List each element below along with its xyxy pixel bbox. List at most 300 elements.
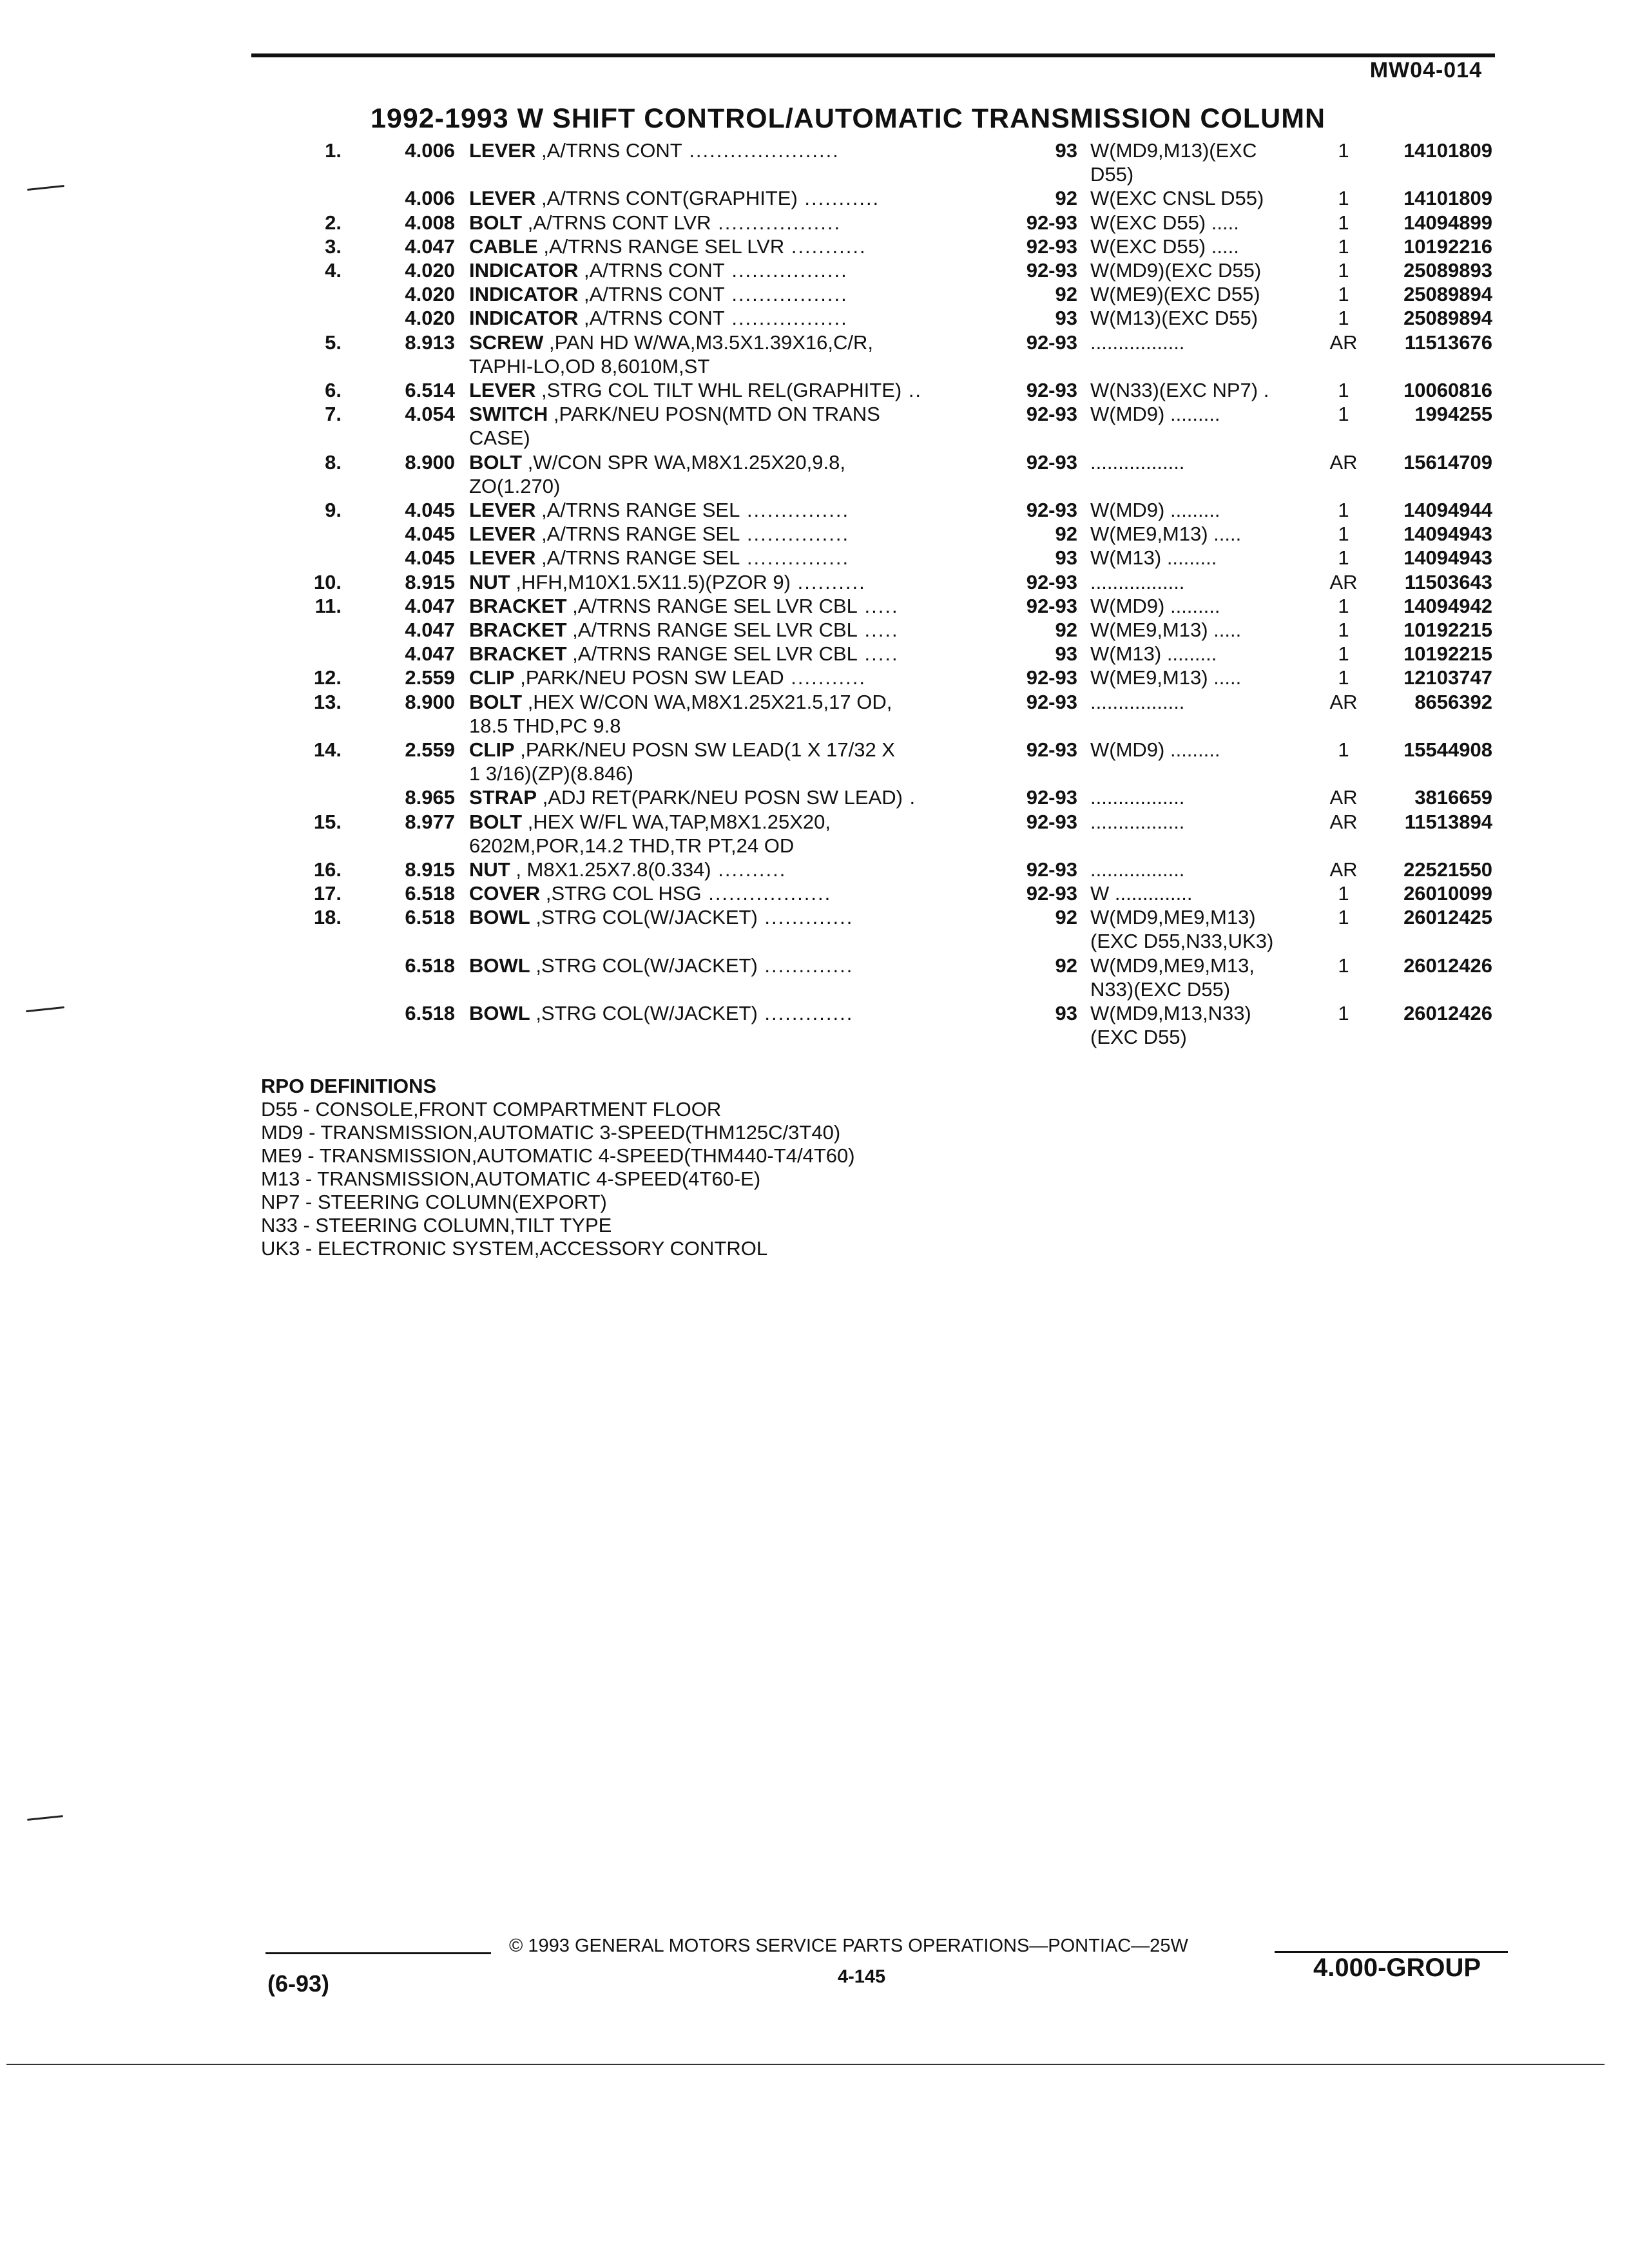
item-number: 9. <box>325 499 342 521</box>
quantity: 1 <box>1338 403 1349 426</box>
quantity: 1 <box>1338 642 1349 666</box>
quantity: 1 <box>1338 211 1349 234</box>
series-line: W(M13) ......... <box>1090 546 1217 570</box>
part-description <box>469 905 998 929</box>
model-year: 92-93 <box>1026 403 1077 426</box>
model-year: 92-93 <box>1026 235 1077 258</box>
part-description <box>469 331 998 378</box>
part-description <box>469 690 998 738</box>
part-name: INDICATOR <box>469 307 579 330</box>
part-detail: ,A/TRNS CONT <box>578 259 725 282</box>
rpo-item: UK3 - ELECTRONIC SYSTEM,ACCESSORY CONTROL <box>261 1237 768 1260</box>
leader-dots: ........... <box>797 187 880 210</box>
table-row <box>0 954 1629 1001</box>
part-detail: ,STRG COL TILT WHL REL(GRAPHITE) <box>535 379 902 401</box>
group-number: 4.045 <box>405 523 455 546</box>
item-number: 4. <box>325 259 342 282</box>
group-number: 8.900 <box>405 450 455 474</box>
part-detail: ,A/TRNS RANGE SEL LVR <box>537 235 785 258</box>
part-number: 10192215 <box>1403 619 1492 641</box>
bottom-edge-line <box>6 2064 1605 2065</box>
part-detail: ,HFH,M10X1.5X11.5)(PZOR 9) <box>510 570 791 593</box>
series-line: W(MD9) ......... <box>1090 594 1220 617</box>
series-line: W(N33)(EXC NP7) . <box>1090 379 1269 401</box>
leader-dots: ...................... <box>682 139 840 162</box>
part-detail: ,A/TRNS CONT <box>535 139 682 162</box>
group-number: 4.054 <box>405 403 455 426</box>
series-line: N33)(EXC D55) <box>1090 977 1231 1001</box>
part-detail-continued: TAPHI-LO,OD 8,6010M,ST <box>469 354 710 378</box>
part-name: LEVER <box>469 523 536 546</box>
part-detail: ,A/TRNS CONT LVR <box>522 211 711 234</box>
table-row <box>0 881 1629 905</box>
series-line: W(MD9,M13)(EXC <box>1090 139 1257 162</box>
quantity: 1 <box>1338 619 1349 641</box>
part-detail: ,STRG COL(W/JACKET) <box>530 906 758 929</box>
series-usage <box>1090 402 1335 426</box>
item-number: 15. <box>313 810 342 833</box>
quantity: 1 <box>1338 187 1349 210</box>
group-number: 6.518 <box>405 906 455 929</box>
quantity: 1 <box>1338 906 1349 929</box>
group-number: 6.518 <box>405 882 455 905</box>
group-number: 4.047 <box>405 642 455 666</box>
top-rule <box>251 53 1495 57</box>
part-number: 14094943 <box>1403 546 1492 570</box>
series-line: W(MD9) ......... <box>1090 403 1220 426</box>
part-name: LEVER <box>469 546 536 570</box>
series-usage <box>1090 378 1335 402</box>
series-usage <box>1090 450 1335 474</box>
quantity: AR <box>1329 690 1358 713</box>
part-detail-continued: 1 3/16)(ZP)(8.846) <box>469 762 633 785</box>
series-line: W(MD9,ME9,M13, <box>1090 954 1255 977</box>
part-name: BOWL <box>469 1002 530 1025</box>
series-usage <box>1090 186 1335 210</box>
rpo-item: M13 - TRANSMISSION,AUTOMATIC 4-SPEED(4T60-E) <box>261 1168 761 1190</box>
leader-dots: ........... <box>784 235 867 258</box>
part-description <box>469 858 998 881</box>
part-name: BOLT <box>469 211 523 234</box>
series-line: (EXC D55,N33,UK3) <box>1090 930 1274 953</box>
leader-dots: ..... <box>857 594 899 617</box>
series-usage <box>1090 954 1335 1001</box>
part-name: CLIP <box>469 738 515 761</box>
series-line: W(EXC D55) ..... <box>1090 235 1239 258</box>
series-line: W(MD9)(EXC D55) <box>1090 259 1262 282</box>
part-detail: ,A/TRNS RANGE SEL <box>535 499 740 521</box>
leader-dots: ............. <box>757 954 854 977</box>
model-year: 92-93 <box>1026 786 1077 809</box>
part-detail: ,A/TRNS RANGE SEL <box>535 546 740 570</box>
rpo-item: D55 - CONSOLE,FRONT COMPARTMENT FLOOR <box>261 1098 722 1120</box>
footer-rule-right <box>1275 1951 1508 1953</box>
part-description <box>469 211 998 235</box>
leader-dots: .................. <box>711 211 842 234</box>
quantity: 1 <box>1338 882 1349 905</box>
series-line: W(EXC D55) ..... <box>1090 211 1239 234</box>
part-name: BOWL <box>469 954 530 977</box>
series-usage <box>1090 642 1335 666</box>
model-year: 92 <box>1055 283 1077 306</box>
model-year: 92-93 <box>1026 690 1077 713</box>
rpo-definitions <box>261 1075 855 1260</box>
leader-dots: .. <box>901 379 923 401</box>
rpo-heading: RPO DEFINITIONS <box>261 1075 437 1097</box>
part-description <box>469 954 998 977</box>
quantity: AR <box>1329 450 1358 474</box>
part-number: 26012425 <box>1403 906 1492 929</box>
group-number: 8.900 <box>405 690 455 713</box>
item-number: 5. <box>325 331 342 354</box>
part-description <box>469 546 998 570</box>
part-number: 26012426 <box>1403 954 1492 977</box>
table-row <box>0 498 1629 522</box>
part-number: 25089894 <box>1403 307 1492 330</box>
page-title: 1992-1993 W SHIFT CONTROL/AUTOMATIC TRANSMISSION COLUMN <box>371 103 1326 134</box>
leader-dots: .................. <box>701 882 832 905</box>
model-year: 93 <box>1055 139 1077 162</box>
group-number: 4.008 <box>405 211 455 234</box>
part-description <box>469 306 998 330</box>
part-number: 12103747 <box>1403 666 1492 689</box>
part-description <box>469 498 998 522</box>
series-usage <box>1090 881 1335 905</box>
series-usage <box>1090 618 1335 642</box>
model-year: 92-93 <box>1026 499 1077 521</box>
item-number: 16. <box>313 858 342 881</box>
part-number: 26010099 <box>1403 882 1492 905</box>
series-usage <box>1090 738 1335 762</box>
part-description <box>469 139 998 162</box>
group-number: 4.045 <box>405 546 455 570</box>
model-year: 92 <box>1055 906 1077 929</box>
table-row <box>0 402 1629 450</box>
table-row <box>0 258 1629 282</box>
part-detail: ,HEX W/CON WA,M8X1.25X21.5,17 OD, <box>522 690 892 713</box>
rpo-item: N33 - STEERING COLUMN,TILT TYPE <box>261 1214 612 1236</box>
series-usage <box>1090 546 1335 570</box>
quantity: 1 <box>1338 259 1349 282</box>
part-number: 14094899 <box>1403 211 1492 234</box>
group-number: 4.020 <box>405 307 455 330</box>
quantity: 1 <box>1338 523 1349 546</box>
table-row <box>0 522 1629 546</box>
table-row <box>0 378 1629 402</box>
item-number: 11. <box>314 594 342 617</box>
model-year: 93 <box>1055 642 1077 666</box>
part-detail: ,PARK/NEU POSN SW LEAD(1 X 17/32 X <box>514 738 895 761</box>
table-row <box>0 570 1629 594</box>
group-number: 6.514 <box>405 379 455 401</box>
part-name: INDICATOR <box>469 259 579 282</box>
leader-dots: .......... <box>791 570 866 593</box>
part-name: CABLE <box>469 235 538 258</box>
part-number: 22521550 <box>1403 858 1492 881</box>
series-line: D55) <box>1090 163 1134 186</box>
series-usage <box>1090 306 1335 330</box>
model-year: 92-93 <box>1026 666 1077 689</box>
leader-dots: ................. <box>724 283 848 306</box>
part-name: SWITCH <box>469 403 548 426</box>
series-usage <box>1090 282 1335 306</box>
part-detail-continued: CASE) <box>469 427 530 450</box>
part-detail: ,HEX W/FL WA,TAP,M8X1.25X20, <box>522 810 831 833</box>
model-year: 92-93 <box>1026 331 1077 354</box>
table-row <box>0 139 1629 186</box>
model-year: 93 <box>1055 307 1077 330</box>
model-year: 92 <box>1055 187 1077 210</box>
part-number: 15614709 <box>1403 450 1492 474</box>
leader-dots: ............. <box>757 906 854 929</box>
part-description <box>469 522 998 546</box>
series-usage <box>1090 258 1335 282</box>
series-usage <box>1090 785 1335 809</box>
part-number: 11513676 <box>1404 331 1492 354</box>
table-row <box>0 235 1629 258</box>
part-number: 8656392 <box>1414 690 1492 713</box>
quantity: AR <box>1329 570 1358 593</box>
part-description <box>469 618 998 642</box>
table-row <box>0 618 1629 642</box>
part-name: BOLT <box>469 450 523 474</box>
leader-dots: ............. <box>757 1002 854 1025</box>
model-year: 92-93 <box>1026 858 1077 881</box>
leader-dots: . <box>902 786 917 809</box>
group-number: 6.518 <box>405 1002 455 1025</box>
item-number: 8. <box>325 450 342 474</box>
series-line: W(M13)(EXC D55) <box>1090 307 1258 330</box>
series-line: W .............. <box>1090 882 1193 905</box>
leader-dots: ............... <box>740 523 850 546</box>
part-detail: ,A/TRNS CONT <box>578 283 725 306</box>
series-usage <box>1090 211 1335 235</box>
quantity: 1 <box>1338 594 1349 617</box>
table-row <box>0 810 1629 858</box>
item-number: 12. <box>313 666 342 689</box>
model-year: 93 <box>1055 546 1077 570</box>
table-row <box>0 858 1629 881</box>
part-name: LEVER <box>469 187 536 210</box>
group-number: 8.915 <box>405 570 455 593</box>
group-number: 8.913 <box>405 331 455 354</box>
part-number: 11503643 <box>1404 570 1492 593</box>
part-number: 1994255 <box>1414 403 1492 426</box>
model-year: 92-93 <box>1026 570 1077 593</box>
part-number: 10060816 <box>1403 379 1492 401</box>
table-row <box>0 738 1629 785</box>
part-number: 10192215 <box>1403 642 1492 666</box>
quantity: 1 <box>1338 283 1349 306</box>
group-number: 4.006 <box>405 187 455 210</box>
part-detail: ,STRG COL(W/JACKET) <box>530 1002 758 1025</box>
quantity: 1 <box>1338 1002 1349 1025</box>
revision-date: (6-93) <box>267 1970 330 1997</box>
model-year: 93 <box>1055 1002 1077 1025</box>
part-description <box>469 666 998 689</box>
series-line: W(ME9)(EXC D55) <box>1090 283 1260 306</box>
part-description <box>469 738 998 785</box>
part-name: BRACKET <box>469 594 567 617</box>
part-name: COVER <box>469 882 541 905</box>
series-usage <box>1090 498 1335 522</box>
part-description <box>469 282 998 306</box>
item-number: 14. <box>313 738 342 761</box>
part-description <box>469 810 998 858</box>
part-name: STRAP <box>469 786 537 809</box>
group-number: 6.518 <box>405 954 455 977</box>
rpo-item: ME9 - TRANSMISSION,AUTOMATIC 4-SPEED(THM440-T4/4T60) <box>261 1144 855 1167</box>
series-line: W(ME9,M13) ..... <box>1090 666 1242 689</box>
group-number: 4.045 <box>405 499 455 521</box>
part-detail: ,A/TRNS RANGE SEL LVR CBL <box>566 594 858 617</box>
table-row <box>0 1001 1629 1049</box>
series-usage <box>1090 690 1335 714</box>
item-number: 6. <box>325 379 342 401</box>
footer-copyright: © 1993 GENERAL MOTORS SERVICE PARTS OPERATIONS—PONTIAC—25W <box>509 1936 1188 1956</box>
quantity: AR <box>1329 331 1358 354</box>
group-number: 8.965 <box>405 786 455 809</box>
binder-mark <box>27 1815 63 1821</box>
series-line: W(ME9,M13) ..... <box>1090 619 1242 641</box>
series-usage <box>1090 1001 1335 1049</box>
leader-dots: ..... <box>857 619 899 641</box>
part-description <box>469 450 998 498</box>
group-number: 2.559 <box>405 738 455 761</box>
series-usage <box>1090 522 1335 546</box>
part-name: LEVER <box>469 139 536 162</box>
quantity: 1 <box>1338 954 1349 977</box>
series-line: ................. <box>1090 858 1185 881</box>
part-detail: ,A/TRNS RANGE SEL LVR CBL <box>566 619 858 641</box>
page-code: MW04-014 <box>1369 58 1482 82</box>
series-line: W(M13) ......... <box>1090 642 1217 666</box>
item-number: 3. <box>325 235 342 258</box>
series-line: ................. <box>1090 450 1185 474</box>
group-number: 4.006 <box>405 139 455 162</box>
part-number: 11513894 <box>1404 810 1492 833</box>
table-row <box>0 211 1629 235</box>
model-year: 92-93 <box>1026 738 1077 761</box>
part-number: 10192216 <box>1403 235 1492 258</box>
quantity: AR <box>1329 858 1358 881</box>
part-description <box>469 881 998 905</box>
part-name: BRACKET <box>469 642 567 666</box>
series-line: ................. <box>1090 570 1185 593</box>
part-detail: ,A/TRNS CONT <box>578 307 725 330</box>
model-year: 92-93 <box>1026 882 1077 905</box>
part-detail: ,A/TRNS RANGE SEL <box>535 523 740 546</box>
part-description <box>469 186 998 210</box>
group-number: 4.047 <box>405 619 455 641</box>
model-year: 92-93 <box>1026 379 1077 401</box>
series-usage <box>1090 331 1335 354</box>
table-row <box>0 546 1629 570</box>
group-number: 4.020 <box>405 283 455 306</box>
part-detail: ,ADJ RET(PARK/NEU POSN SW LEAD) <box>537 786 903 809</box>
table-row <box>0 905 1629 953</box>
leader-dots: ............... <box>740 499 850 521</box>
footer-rule-left <box>265 1952 491 1954</box>
quantity: AR <box>1329 786 1358 809</box>
series-line: (EXC D55) <box>1090 1026 1187 1049</box>
quantity: 1 <box>1338 139 1349 162</box>
table-row <box>0 666 1629 689</box>
part-detail: ,PARK/NEU POSN SW LEAD <box>514 666 784 689</box>
item-number: 2. <box>325 211 342 234</box>
quantity: 1 <box>1338 666 1349 689</box>
item-number: 18. <box>313 906 342 929</box>
table-row <box>0 690 1629 738</box>
quantity: 1 <box>1338 546 1349 570</box>
rpo-item: MD9 - TRANSMISSION,AUTOMATIC 3-SPEED(THM125C/3T40) <box>261 1121 841 1144</box>
quantity: 1 <box>1338 235 1349 258</box>
series-line: ................. <box>1090 786 1185 809</box>
table-row <box>0 642 1629 666</box>
group-number: 4.020 <box>405 259 455 282</box>
part-number: 14101809 <box>1403 187 1492 210</box>
table-row <box>0 282 1629 306</box>
model-year: 92 <box>1055 619 1077 641</box>
item-number: 1. <box>325 139 342 162</box>
part-detail-continued: ZO(1.270) <box>469 474 561 497</box>
model-year: 92-93 <box>1026 211 1077 234</box>
leader-dots: ............... <box>740 546 850 570</box>
group-number: 2.559 <box>405 666 455 689</box>
series-usage <box>1090 666 1335 689</box>
part-description <box>469 235 998 258</box>
part-name: BOWL <box>469 906 530 929</box>
part-number: 15544908 <box>1403 738 1492 761</box>
part-detail-continued: 18.5 THD,PC 9.8 <box>469 714 621 737</box>
part-description <box>469 785 998 809</box>
part-name: NUT <box>469 858 510 881</box>
part-name: LEVER <box>469 499 536 521</box>
item-number: 10. <box>313 570 342 593</box>
part-number: 25089894 <box>1403 283 1492 306</box>
part-number: 26012426 <box>1403 1002 1492 1025</box>
item-number: 17. <box>313 882 342 905</box>
series-line: W(MD9) ......... <box>1090 499 1220 521</box>
leader-dots: ........... <box>784 666 866 689</box>
group-number: 4.047 <box>405 594 455 617</box>
part-number: 14094943 <box>1403 523 1492 546</box>
series-line: ................. <box>1090 810 1185 833</box>
series-usage <box>1090 139 1335 186</box>
table-row <box>0 331 1629 378</box>
quantity: 1 <box>1338 499 1349 521</box>
part-detail: ,PAN HD W/WA,M3.5X1.39X16,C/R, <box>543 331 874 354</box>
group-number: 8.915 <box>405 858 455 881</box>
quantity: 1 <box>1338 379 1349 401</box>
series-usage <box>1090 905 1335 953</box>
series-line: W(ME9,M13) ..... <box>1090 523 1242 546</box>
leader-dots: ................. <box>724 307 848 330</box>
part-number: 14094942 <box>1403 594 1492 617</box>
part-detail: , M8X1.25X7.8(0.334) <box>510 858 711 881</box>
part-detail: ,A/TRNS RANGE SEL LVR CBL <box>566 642 858 666</box>
model-year: 92-93 <box>1026 810 1077 833</box>
part-detail: ,PARK/NEU POSN(MTD ON TRANS <box>548 403 880 426</box>
leader-dots: .......... <box>711 858 787 881</box>
part-description <box>469 642 998 666</box>
table-row <box>0 785 1629 809</box>
part-detail: ,A/TRNS CONT(GRAPHITE) <box>535 187 798 210</box>
part-name: CLIP <box>469 666 515 689</box>
series-line: W(MD9,M13,N33) <box>1090 1002 1251 1025</box>
model-year: 92-93 <box>1026 450 1077 474</box>
group-number: 8.977 <box>405 810 455 833</box>
